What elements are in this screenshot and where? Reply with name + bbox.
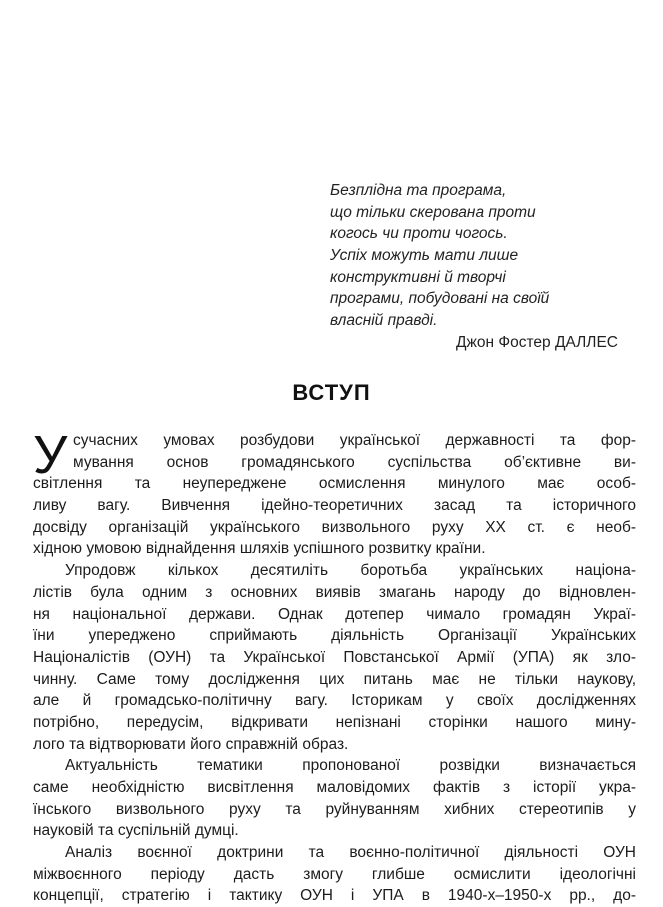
- section-heading: ВСТУП: [292, 380, 371, 405]
- text-line: міжвоєнного періоду дасть змогу глибше осмислити ідеологічні: [33, 865, 636, 883]
- body-text: [33, 425, 636, 907]
- epigraph-line: когось чи проти чогось.: [330, 225, 508, 243]
- text-line: концепції, стратегію і тактику ОУН і УПА в 1940-х–1950-х рр., до-: [33, 887, 636, 905]
- epigraph-line: Успіх можуть мати лише: [330, 247, 519, 265]
- epigraph-line: власній правді.: [330, 312, 438, 330]
- text-line: Аналіз воєнної доктрини та воєнно-політичної діяльності ОУН: [65, 844, 636, 862]
- epigraph-line: програми, побудовані на своїй: [330, 290, 550, 308]
- epigraph: [330, 180, 630, 353]
- text-line: світлення та неупереджене осмислення минулого має особ-: [33, 475, 636, 493]
- text-line: чинну. Саме тому дослідження цих питань має не тільки наукову,: [33, 670, 636, 688]
- text-line: хідною умовою віднайдення шляхів успішного розвитку країни.: [33, 540, 486, 558]
- text-line: науковій та суспільній думці.: [33, 822, 239, 840]
- epigraph-line: Безплідна та програма,: [330, 182, 507, 199]
- text-line: досвіду організацій українського визвольного руху ХХ ст. є необ-: [33, 518, 636, 536]
- text-line: лого та відтворювати його справжній образ.: [33, 735, 349, 753]
- text-line: сучасних умовах розбудови української державності та фор-: [73, 432, 636, 449]
- text-line: лістів була одним з основних виявів змагань народу до відновлен-: [33, 583, 636, 601]
- text-line: Актуальність тематики пропонованої розвідки визначається: [65, 757, 636, 775]
- drop-cap: У: [33, 425, 68, 485]
- text-line: ня національної держави. Однак дотепер чимало громадян Украї-: [33, 605, 636, 623]
- text-line: Упродовж кількох десятиліть боротьба українських націона-: [65, 562, 636, 580]
- epigraph-line: що тільки скерована проти: [330, 203, 536, 221]
- epigraph-line: конструктивні й творчі: [330, 268, 506, 286]
- text-line: їни упереджено сприймають діяльність Організації Українських: [33, 627, 636, 645]
- text-line: але й громадсько-політичну вагу. Історикам у своїх дослідженнях: [33, 692, 636, 710]
- text-line: їнського визвольного руху та руйнуванням хибних стереотипів у: [33, 800, 636, 818]
- text-line: потрібно, передусім, відкривати непізнані сторінки нашого мину-: [33, 713, 636, 731]
- text-line: саме необхідністю висвітлення маловідомих фактів з історії укра-: [33, 779, 636, 796]
- text-line: ливу вагу. Вивчення ідейно-теоретичних засад та історичного: [33, 497, 636, 515]
- text-line: мування основ громадянського суспільства об’єктивне ви-: [73, 453, 636, 471]
- text-line: Націоналістів (ОУН) та Української Повстанської Армії (УПА) як зло-: [33, 648, 636, 666]
- epigraph-author: Джон Фостер ДАЛЛЕС: [455, 333, 618, 351]
